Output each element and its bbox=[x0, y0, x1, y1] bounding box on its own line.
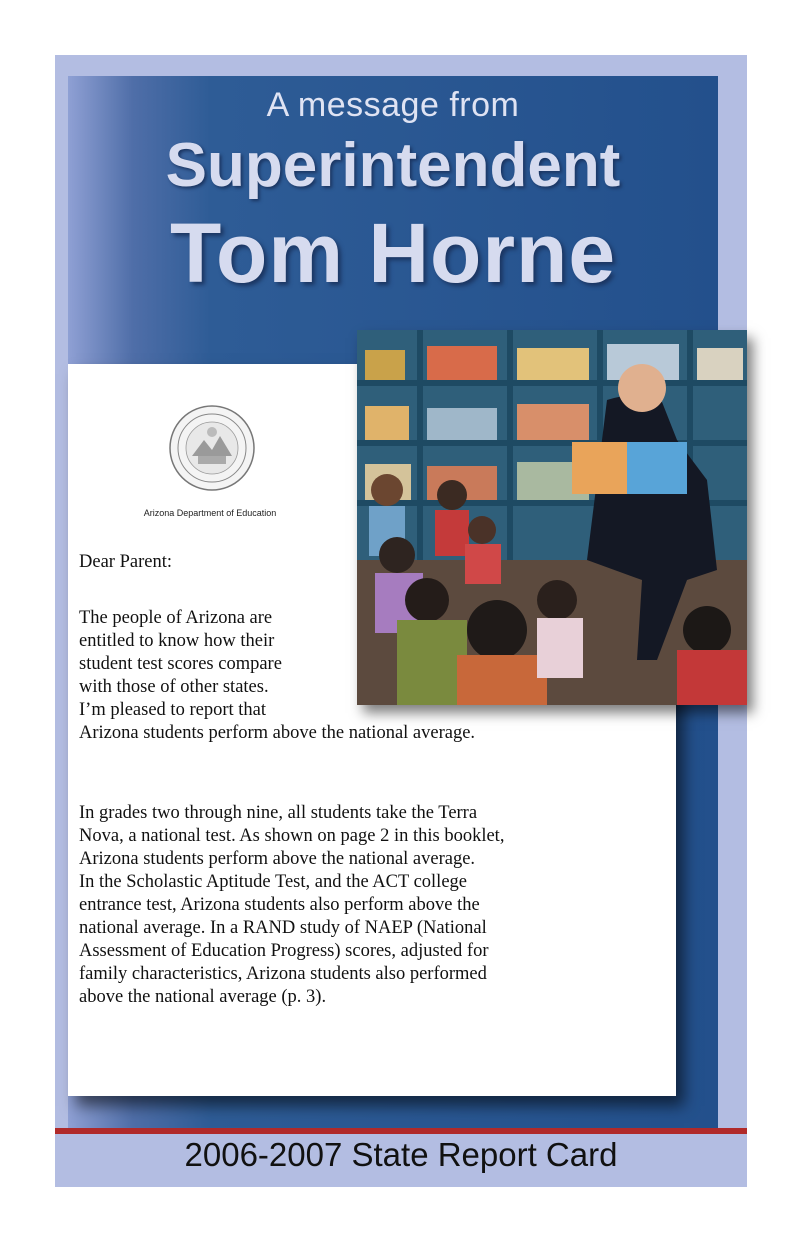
header-name: Tom Horne bbox=[169, 206, 617, 300]
footer-title: 2006-2007 State Report Card bbox=[184, 1136, 618, 1173]
letter-paragraph-1: The people of Arizona are entitled to know how their student test scores compare with those of other states. I’m pleased to report that Arizona students perform above the national average. bbox=[79, 608, 476, 743]
footer-divider bbox=[55, 1128, 747, 1134]
state-seal-icon bbox=[168, 404, 256, 492]
letter-paragraph-2: In grades two through nine, all students take the Terra Nova, a national test. As shown on page 2 in this booklet, Arizona students perform above the national average. In the Scholastic Aptitude Test, and the ACT college entrance test, Arizona students also perform above the national average. In a RAND study of NAEP (National Assessment of Education Progress) scores, adjusted for family characteristics, Arizona students also performed above the national average (p. 3). bbox=[79, 803, 505, 1007]
header-intro: A message from bbox=[266, 86, 520, 124]
header-role: Superintendent bbox=[165, 131, 621, 200]
department-name: Arizona Department of Education bbox=[143, 508, 277, 518]
salutation: Dear Parent: bbox=[79, 552, 172, 572]
